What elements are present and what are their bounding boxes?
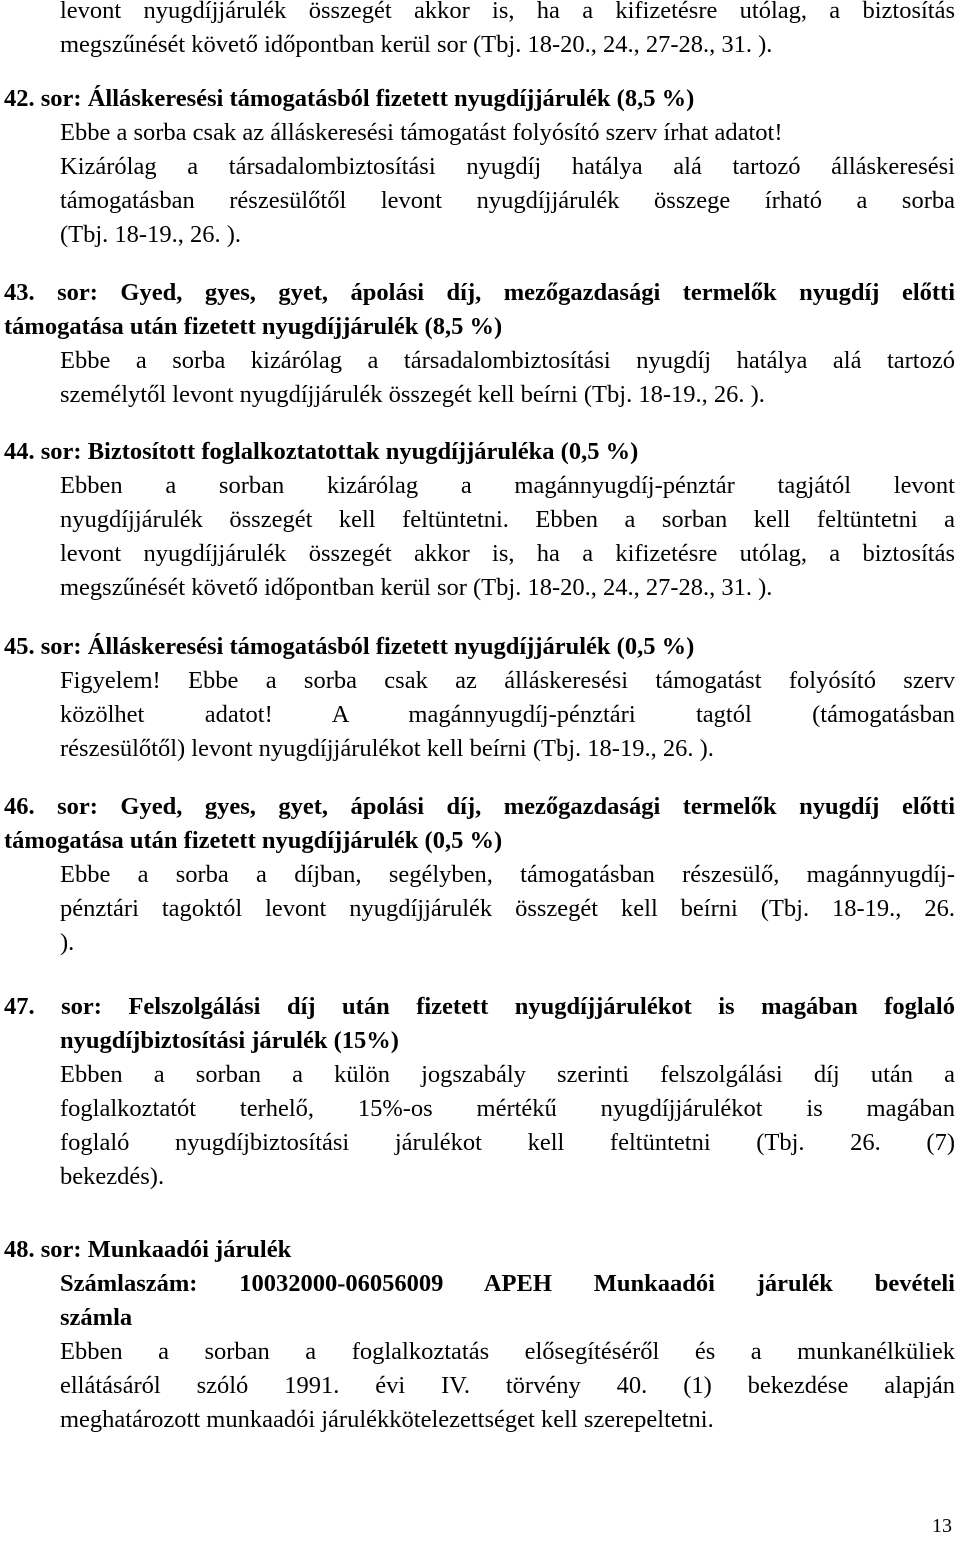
section-heading-line: 43. sor: Gyed, gyes, gyet, ápolási díj, mezőgazdasági termelők nyugdíj előtti — [4, 279, 955, 306]
body-text-line: Figyelem! Ebbe a sorba csak az álláskeresési támogatást folyósító szerv — [60, 667, 955, 694]
body-text-line: (Tbj. 18-19., 26. ). — [60, 221, 241, 248]
body-text-line: Ebben a sorban kizárólag a magánnyugdíj-pénztár tagjától levont — [60, 472, 955, 499]
body-text-line: foglalkoztatót terhelő, 15%-os mértékű nyugdíjjárulékot is magában — [60, 1095, 955, 1122]
body-text-line: személytől levont nyugdíjjárulék összegét kell beírni (Tbj. 18-19., 26. ). — [60, 381, 765, 408]
section-heading-line: nyugdíjbiztosítási járulék (15%) — [60, 1027, 399, 1054]
body-text-line: levont nyugdíjjárulék összegét akkor is, ha a kifizetésre utólag, a biztosítás — [60, 0, 955, 24]
body-text-line: megszűnését követő időpontban kerül sor (Tbj. 18-20., 24., 27-28., 31. ). — [60, 574, 773, 601]
body-text-line: közölhet adatot! A magánnyugdíj-pénztári tagtól (támogatásban — [60, 701, 955, 728]
body-text-line: megszűnését követő időpontban kerül sor (Tbj. 18-20., 24., 27-28., 31. ). — [60, 31, 773, 58]
body-text-line: Ebbe a sorba csak az álláskeresési támogatást folyósító szerv írhat adatot! — [60, 119, 783, 146]
body-text-line: pénztári tagoktól levont nyugdíjjárulék összegét kell beírni (Tbj. 18-19., 26. — [60, 895, 955, 922]
section-heading-line: számla — [60, 1304, 133, 1331]
body-text-line: Ebben a sorban a foglalkoztatás elősegítéséről és a munkanélküliek — [60, 1338, 955, 1365]
body-text-line: részesülőtől) levont nyugdíjjárulékot kell beírni (Tbj. 18-19., 26. ). — [60, 735, 714, 762]
page-number: 13 — [932, 1515, 952, 1537]
body-text-line: foglaló nyugdíjbiztosítási járulékot kell feltüntetni (Tbj. 26. (7) — [60, 1129, 955, 1156]
section-heading-line: 47. sor: Felszolgálási díj után fizetett nyugdíjjárulékot is magában foglaló — [4, 993, 955, 1020]
section-heading-line: 46. sor: Gyed, gyes, gyet, ápolási díj, mezőgazdasági termelők nyugdíj előtti — [4, 793, 955, 820]
body-text-line: Ebben a sorban a külön jogszabály szerinti felszolgálási díj után a — [60, 1061, 955, 1088]
body-text-line: levont nyugdíjjárulék összegét akkor is, ha a kifizetésre utólag, a biztosítás — [60, 540, 955, 567]
body-text-line: Kizárólag a társadalombiztosítási nyugdíj hatálya alá tartozó álláskeresési — [60, 153, 955, 180]
body-text-line: ). — [60, 929, 75, 956]
section-heading-line: támogatása után fizetett nyugdíjjárulék (8,5 %) — [4, 313, 503, 340]
body-text-line: meghatározott munkaadói járulékkötelezettséget kell szerepeltetni. — [60, 1406, 714, 1433]
body-text-line: bekezdés). — [60, 1163, 165, 1190]
body-text-line: Ebbe a sorba kizárólag a társadalombiztosítási nyugdíj hatálya alá tartozó — [60, 347, 955, 374]
section-heading-line: 44. sor: Biztosított foglalkoztatottak nyugdíjjáruléka (0,5 %) — [4, 438, 639, 465]
body-text-line: nyugdíjjárulék összegét kell feltüntetni. Ebben a sorban kell feltüntetni a — [60, 506, 955, 533]
body-text-line: Ebbe a sorba a díjban, segélyben, támogatásban részesülő, magánnyugdíj- — [60, 861, 955, 888]
body-text-line: ellátásáról szóló 1991. évi IV. törvény 40. (1) bekezdése alapján — [60, 1372, 955, 1399]
section-heading-line: 48. sor: Munkaadói járulék — [4, 1236, 292, 1263]
section-heading-line: támogatása után fizetett nyugdíjjárulék (0,5 %) — [4, 827, 503, 854]
body-text-line: támogatásban részesülőtől levont nyugdíjjárulék összege írható a sorba — [60, 187, 955, 214]
section-heading-line: 42. sor: Álláskeresési támogatásból fizetett nyugdíjjárulék (8,5 %) — [4, 85, 695, 112]
section-heading-line: Számlaszám: 10032000-06056009 APEH Munkaadói járulék bevételi — [60, 1270, 955, 1297]
section-heading-line: 45. sor: Álláskeresési támogatásból fizetett nyugdíjjárulék (0,5 %) — [4, 633, 695, 660]
